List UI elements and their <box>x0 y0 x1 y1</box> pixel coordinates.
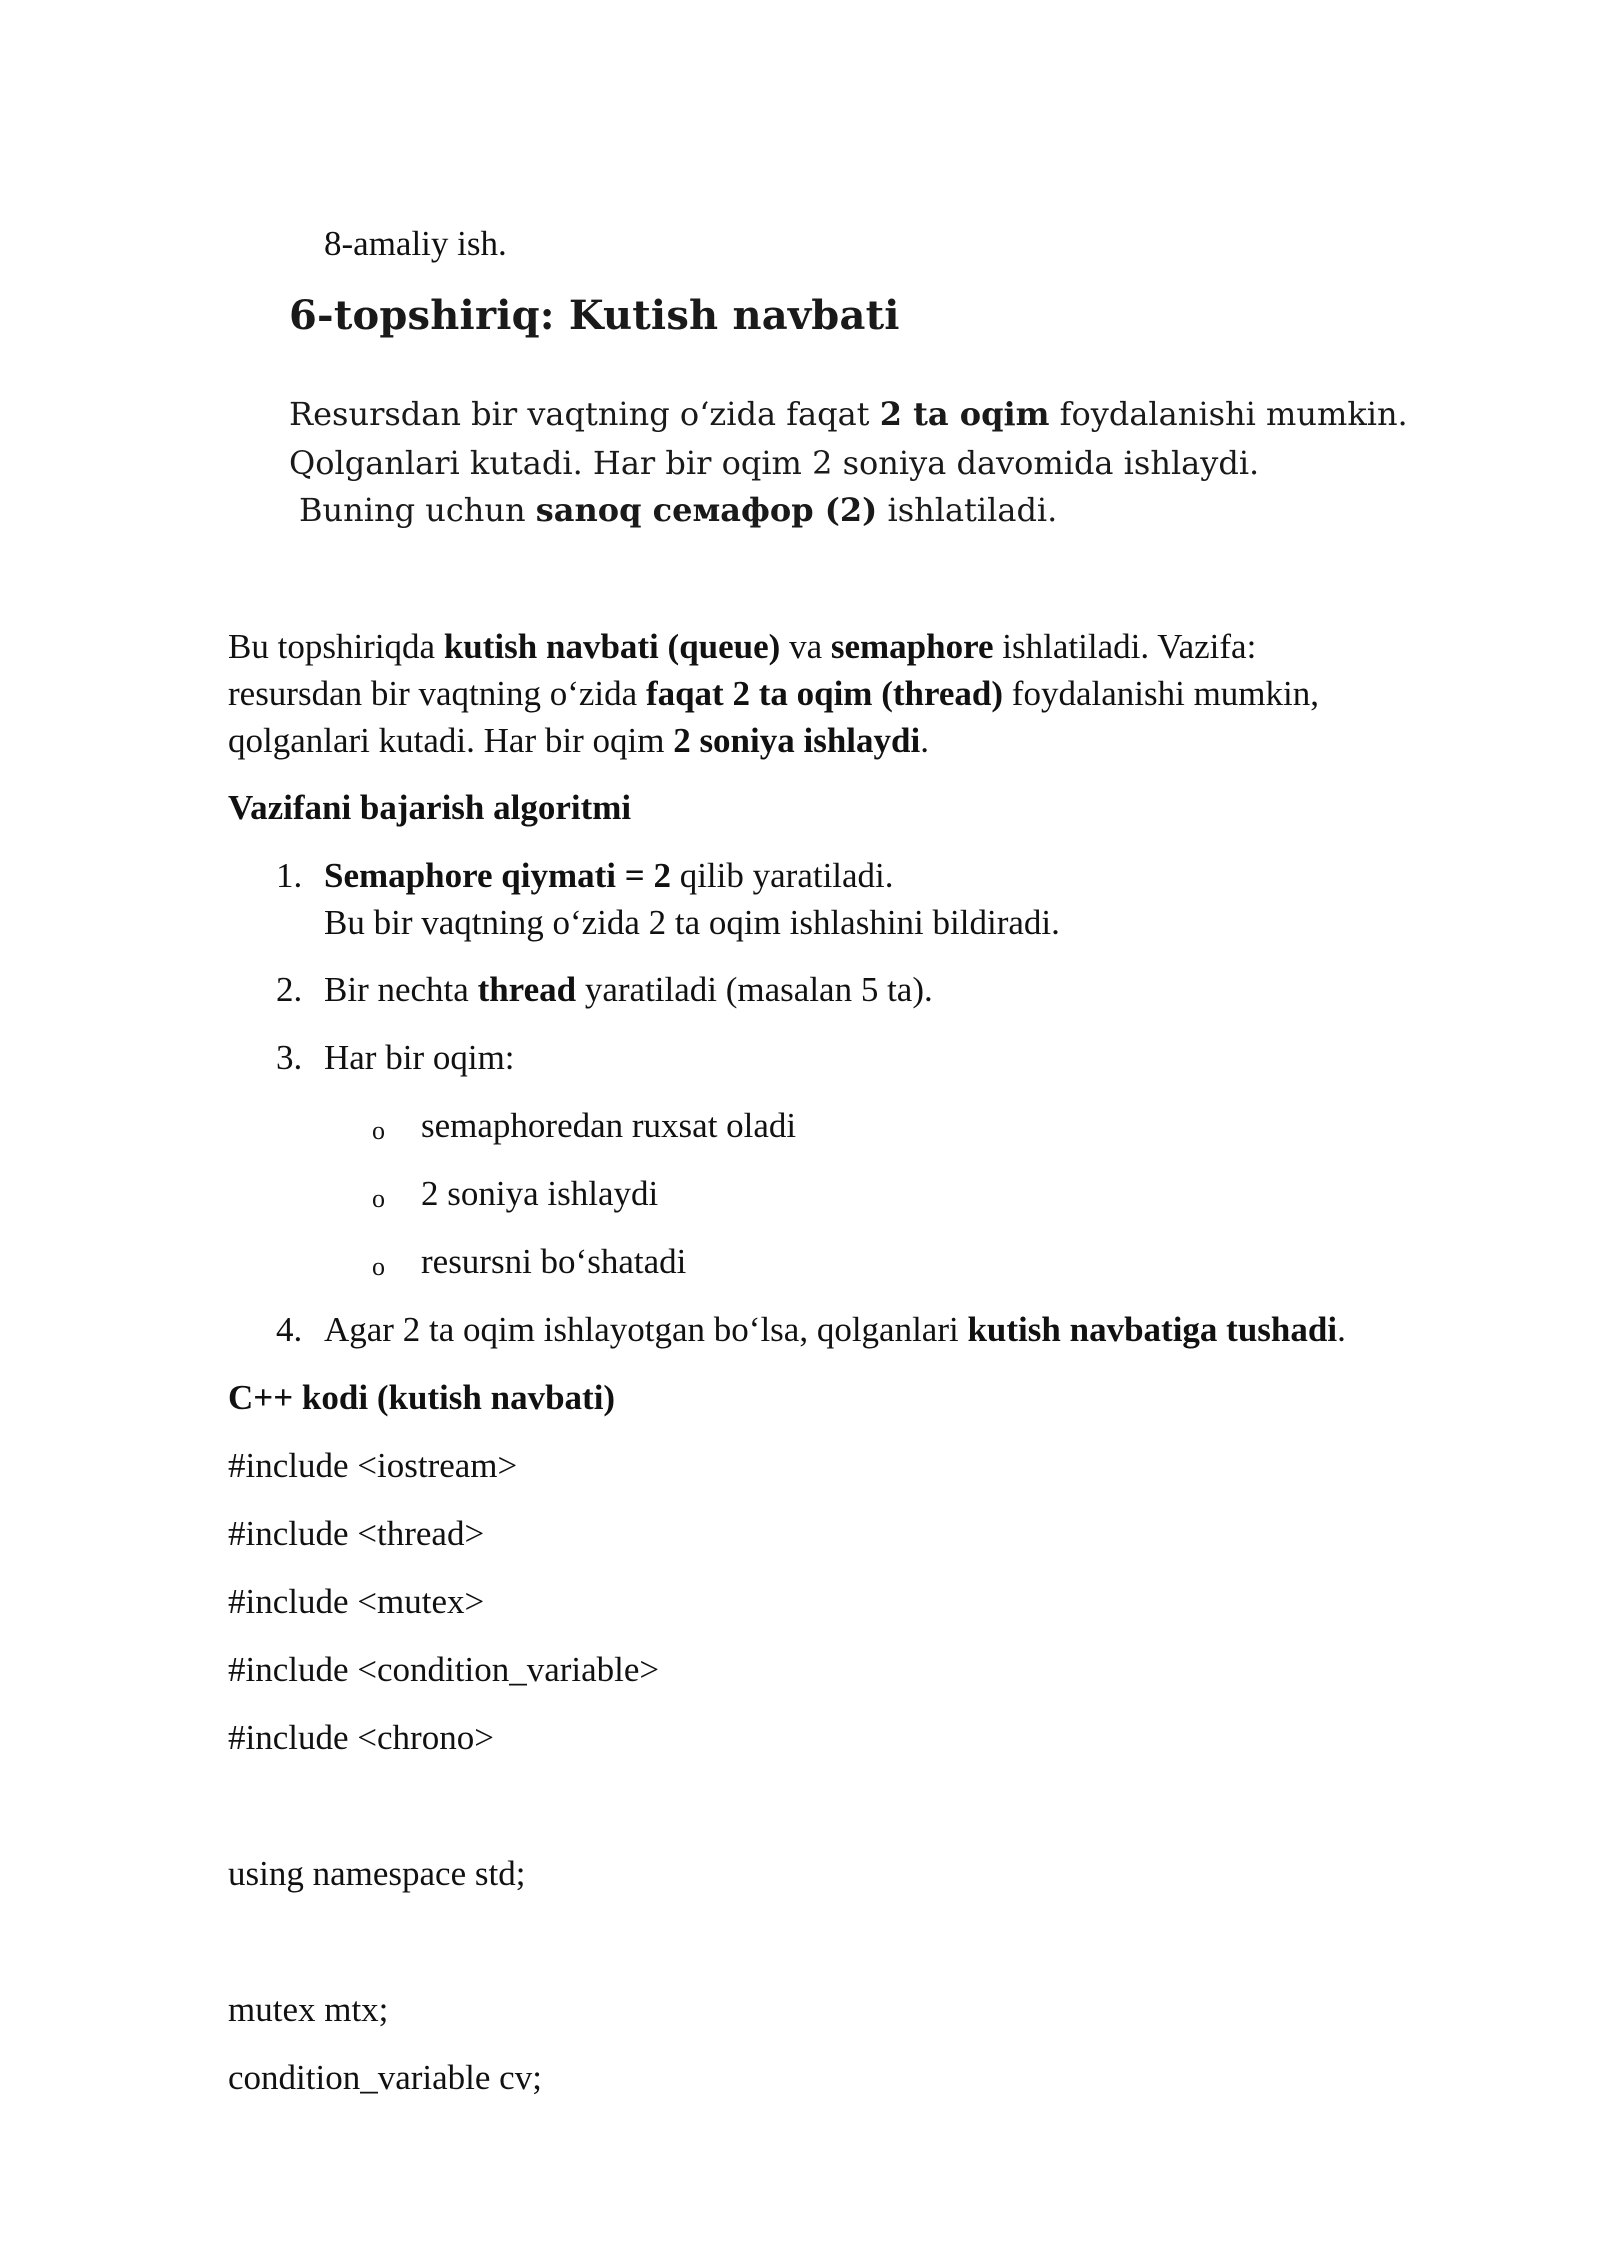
bullet-marker: o <box>372 1116 385 1145</box>
list-item-text: Bir nechta thread yaratiladi (masalan 5 ta). <box>324 970 933 1009</box>
intro-line-2: resursdan bir vaqtning o‘zida faqat 2 ta oqim (thread) foydalanishi mumkin, <box>228 674 1319 713</box>
practical-work-label: 8-amaliy ish. <box>324 224 507 263</box>
list-item-text: Semaphore qiymati = 2 qilib yaratiladi. <box>324 856 894 895</box>
list-number: 2. <box>276 970 303 1009</box>
code-line: using namespace std; <box>228 1854 526 1893</box>
code-heading: C++ kodi (kutish navbati) <box>228 1378 616 1417</box>
code-line: condition_variable cv; <box>228 2058 542 2097</box>
code-line: #include <iostream> <box>228 1446 518 1485</box>
list-number: 4. <box>276 1310 303 1349</box>
task-line-3: Buning uchun sanoq семафор (2) ishlatiladi. <box>299 491 1058 529</box>
list-item-text: Har bir oqim: <box>324 1038 515 1077</box>
code-line: #include <thread> <box>228 1514 485 1553</box>
list-number: 1. <box>276 856 303 895</box>
sub-list-item: 2 soniya ishlaydi <box>421 1174 659 1213</box>
code-line: #include <mutex> <box>228 1582 485 1621</box>
sub-list-item: semaphoredan ruxsat oladi <box>421 1106 797 1145</box>
code-line: #include <chrono> <box>228 1718 494 1757</box>
code-line: #include <condition_variable> <box>228 1650 660 1689</box>
task-line-1: Resursdan bir vaqtning o‘zida faqat 2 ta oqim foydalanishi mumkin. <box>289 395 1408 433</box>
sub-list-item: resursni bo‘shatadi <box>421 1242 687 1281</box>
list-number: 3. <box>276 1038 303 1077</box>
intro-line-1: Bu topshiriqda kutish navbati (queue) va semaphore ishlatiladi. Vazifa: <box>228 627 1257 666</box>
bullet-marker: o <box>372 1252 385 1281</box>
list-item-continuation: Bu bir vaqtning o‘zida 2 ta oqim ishlashini bildiradi. <box>324 903 1060 942</box>
algorithm-heading: Vazifani bajarish algoritmi <box>228 788 632 827</box>
code-line: mutex mtx; <box>228 1990 389 2029</box>
task-line-2: Qolganlari kutadi. Har bir oqim 2 soniya davomida ishlaydi. <box>289 444 1260 482</box>
intro-line-3: qolganlari kutadi. Har bir oqim 2 soniya ishlaydi. <box>228 721 929 760</box>
list-item-text: Agar 2 ta oqim ishlayotgan bo‘lsa, qolganlari kutish navbatiga tushadi. <box>324 1310 1346 1349</box>
bullet-marker: o <box>372 1184 385 1213</box>
task-title: 6-topshiriq: Kutish navbati <box>289 292 900 339</box>
